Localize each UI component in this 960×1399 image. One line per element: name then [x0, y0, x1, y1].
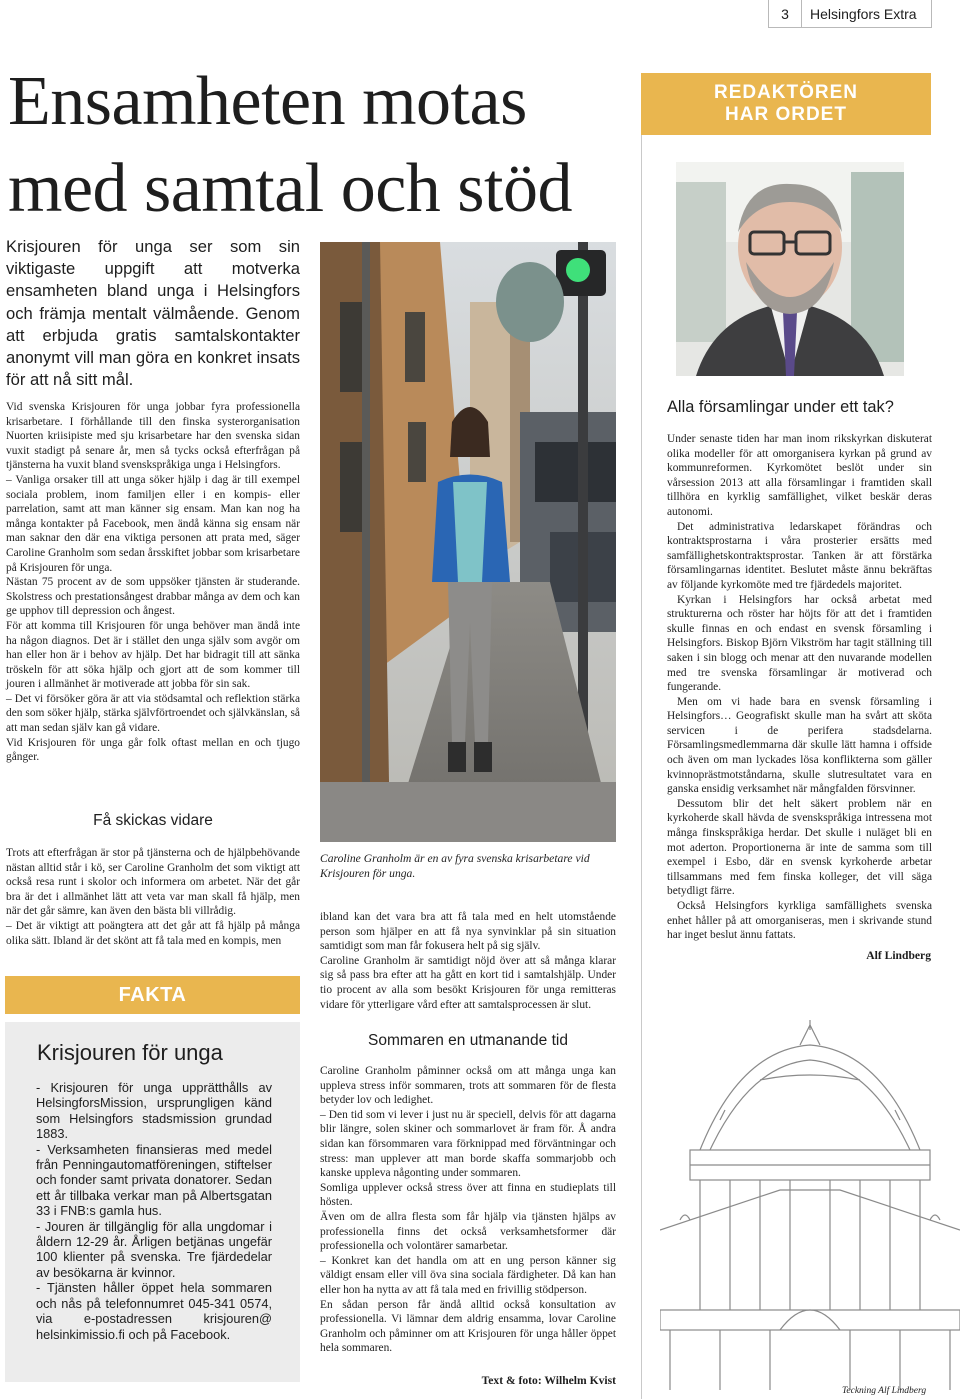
- editorial-text: [667, 432, 932, 943]
- sketch-credit: Teckning Alf Lindberg: [842, 1386, 927, 1396]
- paragraph: – Konkret kan det handla om att en ung person känner sig väldigt ensam eller vill öva sina sociala färdigheter. Då kan han eller hon ha nytta av att få tala med en frivillig stödperson.: [320, 1254, 616, 1296]
- article-photo: [320, 242, 616, 842]
- paragraph: – Den tid som vi lever i just nu är speciell, delvis för att dagarna blir längre, solen skiner och sommarlovet är fram för. Å andra sidan kan försommaren vara förknippad med förväntningar och stress: man upplever att man borde skaffa sommarjobb och kanske uppleva någonting under sommaren.: [320, 1108, 616, 1180]
- subheading: Få skickas vidare: [93, 812, 213, 829]
- fakta-item: - Krisjouren för unga upprätthålls av HelsingforsMission, ursprungligen känd som Helsingfors stadsmission grundad 1883.: [36, 1080, 272, 1142]
- fakta-item: - Jouren är tillgänglig för alla ungdomar i åldern 12-29 år. Årligen betjänas ungefär 100 klienter på svenska. Tre fjärdedelar av besökarna är kvinnor.: [36, 1218, 272, 1280]
- editorial-banner: [641, 73, 931, 135]
- cathedral-sketch: [660, 1020, 960, 1390]
- headline-line-1: Ensamheten motas: [8, 63, 527, 140]
- paragraph: ibland kan det vara bra att få tala med en helt utomstående person som hjälper en att få nya synvinklar på sin situation samtidigt som man får fokusera helt på sig själv.: [320, 911, 616, 953]
- subheading: Sommaren en utmanande tid: [368, 1032, 568, 1049]
- paragraph: Det administrativa ledarskapet förändras och kontraktsprostarna i våra prosterier ersätts med samfällighetskontraktsprostar. Tanken är att förstärka församlingarnas identitet. Beslutet måste ännu bekräftas av följande kyrkomöte med tre fjärdedels majoritet.: [667, 520, 932, 591]
- editor-portrait: [676, 162, 904, 376]
- column-divider: [641, 134, 642, 1399]
- paragraph: Under senaste tiden har man inom rikskyrkan diskuterat olika modeller för att omorganisera kyrkan på grund av kommunreformen. Kyrkomötet beslöt under sin vårsession 2013 att alla församlingar i framtiden skall tillhöra en kyrklig samfällighet, vilket beskär deras autonomi.: [667, 433, 932, 518]
- headline-line-2: med samtal och stöd: [8, 150, 573, 227]
- paragraph: Kyrkan i Helsingfors har också arbetat med strukturerna och röster har höjts för att det i framtiden skulle finnas en och endast en svensk församling i Helsingfors. Biskop Björn Vikström har tagit ställning till saken i sin blogg och menar att den nuvarande modellen med tre svenska församlingar är motiverad och fungerande.: [667, 593, 932, 694]
- editorial-signature: Alf Lindberg: [866, 949, 931, 962]
- paragraph: Dessutom blir det helt säkert problem när en kyrkoherde skall hävda de svenskspråkiga intressena mot många finskspråkiga herdar. Det skulle i nuläget bli en mot aderton. Proportionerna är inte de samma som till exempel i Esbo, där en svensk kyrkoherde arbetar tillsammans med fem finska kolleger, det vill säga betydligt färre.: [667, 797, 932, 898]
- fakta-label: FAKTA: [5, 976, 300, 1014]
- paragraph: Även om de allra flesta som får hjälp via tjänsten hjälps av professionella finns det också verksamhetsformer där professionella och volontärer samarbetar.: [320, 1210, 616, 1253]
- editorial-title: Alla församlingar under ett tak?: [667, 398, 894, 416]
- article-column-2: [320, 910, 616, 1012]
- section-name: Helsingfors Extra: [810, 5, 917, 22]
- fakta-text: [36, 1080, 272, 1342]
- page-tab: [768, 0, 932, 28]
- paragraph: Vid svenska Krisjouren för unga jobbar fyra professionella krisarbetare. I förhållande till den finska systerorganisation Nuorten kriisipiste med sju krisarbetare har den svenska sidan vuxit stadigt på senare år, men så tycks också efterfrågan på tjänsterna ha vuxit bland svenskspråkiga unga i Helsingfors.: [6, 401, 300, 472]
- fakta-item: - Verksamheten finansieras med medel från Penningautomatföreningen, stiftelser och fonder samt privata donatorer. Sedan ett år tillbaka verkar man på Albertsgatan 33 i FNB:s gamla hus.: [36, 1141, 272, 1219]
- banner-line-1: REDAKTÖREN: [713, 82, 859, 103]
- paragraph: Somliga upplever också stress över att finna en studieplats till hösten.: [320, 1181, 616, 1209]
- paragraph: För att komma till Krisjouren för unga behöver man ändå inte ha någon diagnos. Det är i stället den unga själv som avgör om han eller hon är i behov av hjälp. Det har bidragit till att sänka tröskeln för att söka hjälp och gjort att de som kommer till jouren i allmänhet är motiverade att jobba för sin sak.: [6, 619, 300, 691]
- paragraph: Också Helsingfors kyrkliga samfällighets svenska enhet håller på att omorganiseras, men i skrivande stund har inget beslut ännu fattats.: [667, 900, 932, 942]
- fakta-title: Krisjouren för unga: [37, 1040, 223, 1065]
- fakta-item: - Tjänsten håller öppet hela sommaren och nås på telefonnumret 045-341 0574, via e-postadressen krisjouren@ helsinkimissio.fi och på Facebook.: [36, 1280, 272, 1342]
- byline: Text & foto: Wilhelm Kvist: [481, 1374, 616, 1387]
- headline: [8, 58, 628, 232]
- banner-line-2: HAR ORDET: [725, 104, 847, 125]
- article-column-1b: [6, 846, 300, 948]
- page-number: 3: [769, 0, 802, 27]
- article-column-1: [6, 400, 300, 765]
- paragraph: – Det är viktigt att poängtera att det går att få hjälp på många olika sätt. Ibland är det skönt att få tala med en kompis, men: [6, 919, 300, 947]
- paragraph: Caroline Granholm är samtidigt nöjd över att så många klarar sig så pass bra efter att ha gått en kort tid i samtalshjälp. Under tio procent av alla som besökt Krisjouren för unga remitteras vidare för ytterligare vård efter att samtalsprocessen är slut.: [320, 954, 616, 1011]
- paragraph: Caroline Granholm påminner också om att många unga kan uppleva stress inför sommaren, trots att sommaren för de flesta betyder lov och ledighet.: [320, 1065, 616, 1107]
- paragraph: Vid Krisjouren för unga går folk oftast mellan en och tjugo gånger.: [6, 736, 300, 764]
- paragraph: En sådan person får ändå alltid också konsultation av professionella. Vi lämnar dem aldrig ensamma, lovar Caroline Granholm och påminner om att Krisjouren för unga håller öppet hela sommaren.: [320, 1298, 616, 1355]
- paragraph: Nästan 75 procent av de som uppsöker tjänsten är studerande. Skolstress och prestationsångest drabbar många av dem och kan ge upphov till depression och ångest.: [6, 576, 300, 618]
- paragraph: Trots att efterfrågan är stor på tjänsterna och de hjälpbehövande nästan alltid står i kö, ser Caroline Granholm det som viktigt att också resa runt i skolor och informera om arbetet. När det går bra är det i allmänhet lätt att veta var man skall få hjälp, men när det går sämre, kan även den bästa bli villrådig.: [6, 847, 300, 918]
- lead-paragraph: Krisjouren för unga ser som sin viktigaste uppgift att motverka ensamheten bland unga i Helsingfors och främja mentalt välmående. Genom att erbjuda gratis samtalskontakter anonymt vill man göra en konkret insats för att nå sitt mål.: [6, 237, 300, 390]
- photo-caption: Caroline Granholm är en av fyra svenska krisarbetare vid Krisjouren för unga.: [320, 852, 590, 880]
- paragraph: – Det vi försöker göra är att via stödsamtal och reflektion stärka den som söker hjälp, stärka självförtroendet och självkänslan, så att man sedan själv kan gå vidare.: [6, 692, 300, 735]
- paragraph: – Vanliga orsaker till att unga söker hjälp i dag är till exempel sociala problem, inom familjen eller i en kompis- eller parrelation, samt att man känner sig ensam. Man kan nog ha många kontakter på Facebook, men ändå känna sig ensam när man saknar den där ena viktiga personen att prata med, säger Caroline Granholm som sedan årsskiftet jobbar som krisarbetare på Krisjouren för unga.: [6, 473, 300, 574]
- paragraph: Men om vi hade bara en svensk församling i Helsingfors… Geografiskt skulle man ha svårt att sköta servicen i de perifera stadsdelarna. Församlingsmedlemmarna där skulle lätt hamna i offside och även om man lyckades lösa konflikterna som gäller kvinnoprästmotståndarna, skulle slutresultatet vara en ganska ensidig verksamhet när mångfalden försvinner.: [667, 695, 932, 796]
- article-column-2b: [320, 1064, 616, 1356]
